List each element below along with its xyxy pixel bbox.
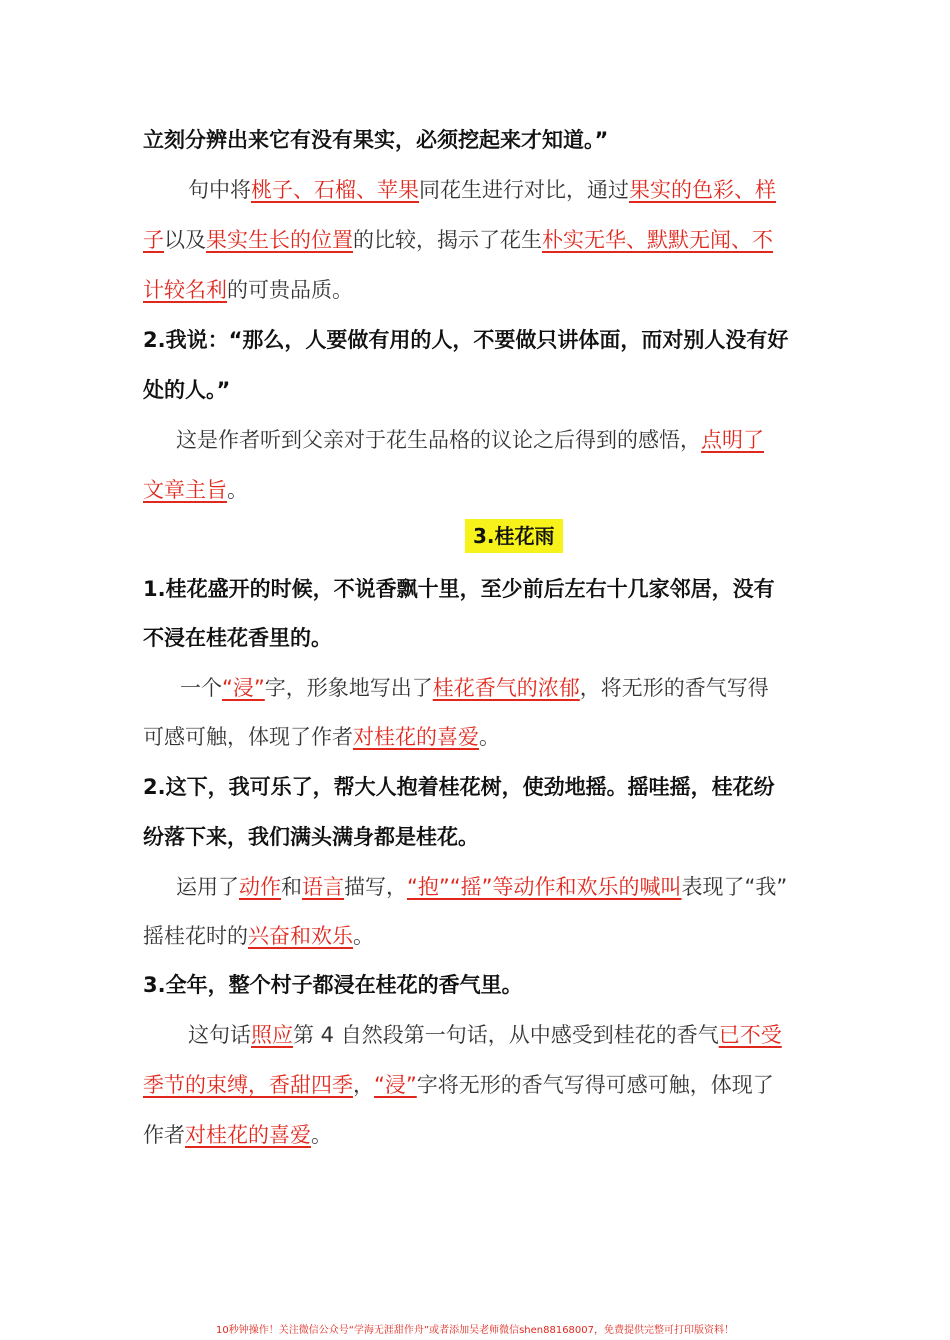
analysis-4-line-2 (143, 921, 813, 951)
analysis-3-line-2 (143, 722, 813, 752)
analysis-5-line-1 (188, 1020, 858, 1050)
quote-4-line-2 (143, 822, 813, 852)
text: 立刻分辨出来它有没有果实，必须挖起来才知道。” (143, 128, 609, 152)
highlight: 兴奋和欢乐 (248, 924, 353, 948)
text: 字将无形的香气写得可感可触，体现了 (416, 1073, 774, 1097)
text: 的可贵品质。 (227, 278, 353, 302)
analysis-5-line-2 (143, 1070, 813, 1100)
text: ，将无形的香气写得 (579, 676, 769, 700)
highlight: 果实的色彩、样 (629, 178, 776, 202)
text: ， (353, 1073, 374, 1097)
highlight: 动作 (239, 875, 281, 899)
text: 这是作者听到父亲对于花生品格的议论之后得到的感悟， (176, 428, 701, 452)
text: 纷落下来，我们满头满身都是桂花。 (143, 825, 479, 849)
highlight: “浸” (374, 1073, 417, 1097)
highlight: 桂花香气的浓郁 (432, 676, 580, 700)
highlight: 子 (143, 228, 164, 252)
highlight: 季节的束缚，香甜四季 (143, 1073, 353, 1097)
text: 运用了 (176, 875, 239, 899)
quote-4-line-1 (143, 772, 813, 802)
text: 不浸在桂花香里的。 (143, 626, 332, 650)
text: 句中将 (188, 178, 251, 202)
analysis-2-line-1 (176, 425, 846, 455)
highlight: 已不受 (718, 1023, 782, 1047)
text: 表现了“我” (681, 875, 788, 899)
section-title: 3.桂花雨 (465, 519, 563, 553)
text: 2.这下，我可乐了，帮大人抱着桂花树，使劲地摇。摇哇摇，桂花纷 (143, 775, 775, 799)
highlight: “浸” (222, 676, 265, 700)
text: 可感可触，体现了作者 (143, 725, 353, 749)
quote-2-line-2 (143, 375, 813, 405)
highlight: 点明了 (701, 428, 764, 452)
quote-3-line-2 (143, 623, 813, 653)
highlight: 果实生长的位置 (206, 228, 353, 252)
highlight: 对桂花的喜爱 (185, 1123, 311, 1147)
highlight: 文章主旨 (143, 478, 227, 502)
highlight: 计较名利 (143, 278, 227, 302)
quote-line-1-end (143, 125, 813, 155)
analysis-1-line-1 (188, 175, 858, 205)
text: 一个 (180, 676, 222, 700)
text: 字，形象地写出了 (264, 676, 433, 700)
text: 这句话 (188, 1023, 251, 1047)
analysis-5-line-3 (143, 1120, 813, 1150)
text: 以及 (164, 228, 206, 252)
text: 。 (311, 1123, 332, 1147)
text: 的比较，揭示了花生 (353, 228, 542, 252)
text: 同花生进行对比，通过 (419, 178, 629, 202)
footer-note: 10秒钟操作！关注微信公众号“学海无涯甜作舟”或者添加吴老师微信shen88168007，免费提供完整可打印版资料！ (215, 1325, 735, 1336)
highlight: 朴实无华、默默无闻、不 (542, 228, 773, 252)
analysis-4-line-1 (176, 872, 846, 902)
text: 3.全年，整个村子都浸在桂花的香气里。 (143, 973, 523, 997)
text: 摇桂花时的 (143, 924, 248, 948)
quote-5-line-1 (143, 970, 813, 1000)
text: 作者 (143, 1123, 185, 1147)
quote-2-line-1 (143, 325, 813, 355)
text: 和 (281, 875, 302, 899)
analysis-1-line-2 (143, 225, 813, 255)
analysis-3-line-1 (180, 673, 850, 703)
text: 描写， (344, 875, 407, 899)
quote-3-line-1 (143, 574, 813, 604)
text: 。 (479, 725, 500, 749)
highlight: 语言 (302, 875, 344, 899)
highlight: 桃子、石榴、苹果 (251, 178, 419, 202)
analysis-1-line-3 (143, 275, 813, 305)
text: 第 4 自然段第一句话，从中感受到桂花的香气 (293, 1023, 719, 1047)
highlight: “抱”“摇”等动作和欢乐的喊叫 (407, 875, 682, 899)
text: 处的人。” (143, 378, 231, 402)
text: 1.桂花盛开的时候，不说香飘十里，至少前后左右十几家邻居，没有 (143, 577, 775, 601)
highlight: 照应 (251, 1023, 293, 1047)
text: 。 (227, 478, 248, 502)
text: 2.我说：“那么，人要做有用的人，不要做只讲体面，而对别人没有好 (143, 328, 789, 352)
analysis-2-line-2 (143, 475, 813, 505)
text: 。 (353, 924, 374, 948)
highlight: 对桂花的喜爱 (353, 725, 479, 749)
